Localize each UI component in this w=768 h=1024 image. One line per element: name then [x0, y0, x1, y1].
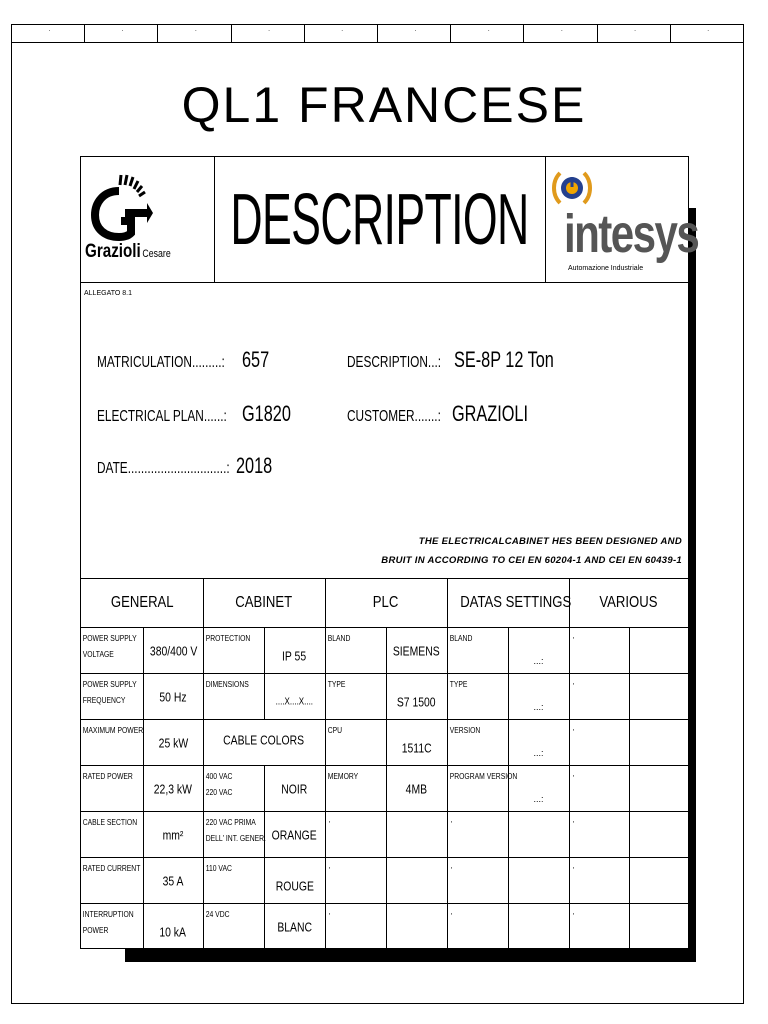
various-cell — [629, 628, 688, 674]
general-label: MAXIMUM POWER — [81, 720, 143, 766]
plc-label: , — [325, 904, 386, 950]
plc-label: TYPE — [325, 674, 386, 720]
attachment-ref: ALLEGATO 8.1 — [84, 290, 132, 297]
general-value: 10 kA — [143, 904, 203, 950]
plc-value: S7 1500 — [386, 674, 447, 720]
datas-value: ...: — [508, 720, 569, 766]
datas-label: VERSION — [447, 720, 508, 766]
intesys-logo — [545, 157, 699, 282]
cable-colors-heading: CABLE COLORS — [203, 720, 325, 766]
various-cell: , — [569, 628, 629, 674]
plc-value: 1511C — [386, 720, 447, 766]
datas-label: , — [447, 812, 508, 858]
cabinet-label: 220 VAC PRIMA DELL' INT. GENER. — [203, 812, 264, 858]
doc-title: DESCRIPTION — [230, 179, 529, 260]
cabinet-label: DIMENSIONS — [203, 674, 264, 720]
plc-label: , — [325, 812, 386, 858]
cabinet-value: IP 55 — [264, 628, 325, 674]
datas-value: ...: — [508, 766, 569, 812]
plc-label: MEMORY — [325, 766, 386, 812]
cabinet-value: ROUGE — [264, 858, 325, 904]
cabinet-value: ORANGE — [264, 812, 325, 858]
cabinet-label: 110 VAC — [203, 858, 264, 904]
plc-value — [386, 812, 447, 858]
datas-label: PROGRAM VERSION — [447, 766, 508, 812]
cabinet-label: 24 VDC — [203, 904, 264, 950]
general-label: CABLE SECTION — [81, 812, 143, 858]
header-cabinet: CABINET — [203, 579, 325, 628]
table-row — [81, 766, 688, 812]
table-row — [81, 628, 688, 674]
datas-label: TYPE — [447, 674, 508, 720]
table-row — [81, 720, 688, 766]
various-cell: , — [569, 812, 629, 858]
general-label: RATED CURRENT — [81, 858, 143, 904]
cabinet-label: PROTECTION — [203, 628, 264, 674]
intesys-tagline: Automazione Industriale — [568, 265, 644, 272]
datas-label: , — [447, 904, 508, 950]
header-various: VARIOUS — [569, 579, 688, 628]
grazioli-wordmark: Grazioli Cesare — [85, 241, 171, 262]
various-cell — [629, 858, 688, 904]
table-row — [81, 904, 688, 950]
cabinet-value: BLANC — [264, 904, 325, 950]
datas-value: ...: — [508, 674, 569, 720]
various-cell: , — [569, 766, 629, 812]
various-cell: , — [569, 720, 629, 766]
specs-grid — [81, 578, 688, 949]
datas-value: ...: — [508, 628, 569, 674]
plc-value: 4MB — [386, 766, 447, 812]
intesys-wordmark: intesys — [564, 204, 699, 264]
plc-value — [386, 904, 447, 950]
various-cell — [629, 812, 688, 858]
general-label: POWER SUPPLY FREQUENCY — [81, 674, 143, 720]
header-datas-settings: DATAS SETTINGS — [447, 579, 569, 628]
electrical-plan-field: ELECTRICAL PLAN......: G1820 — [97, 401, 292, 426]
cabinet-value: ....X....X.... — [264, 674, 325, 720]
matriculation-field: MATRICULATION.........: 657 — [97, 347, 269, 372]
general-value: 25 kW — [143, 720, 203, 766]
general-label: POWER SUPPLY VOLTAGE — [81, 628, 143, 674]
top-ruler — [12, 25, 743, 43]
datas-label: BLAND — [447, 628, 508, 674]
plc-label: CPU — [325, 720, 386, 766]
general-value: 35 A — [143, 858, 203, 904]
general-label: RATED POWER — [81, 766, 143, 812]
date-field: DATE..............................: 2018 — [97, 453, 273, 478]
datas-value — [508, 858, 569, 904]
cabinet-label: 400 VAC 220 VAC — [203, 766, 264, 812]
cabinet-value: NOIR — [264, 766, 325, 812]
description-sheet — [80, 156, 699, 949]
general-label: INTERRUPTION POWER — [81, 904, 143, 950]
datas-value — [508, 812, 569, 858]
various-cell — [629, 904, 688, 950]
header-plc: PLC — [325, 579, 447, 628]
grazioli-logo — [81, 157, 215, 282]
customer-field: CUSTOMER.......: GRAZIOLI — [347, 401, 528, 426]
grazioli-g-icon — [85, 173, 155, 241]
compliance-note-line1: THE ELECTRICALCABINET HES BEEN DESIGNED AND — [418, 536, 682, 547]
page-title: QL1 FRANCESE — [181, 77, 587, 133]
various-cell: , — [569, 674, 629, 720]
plc-label: , — [325, 858, 386, 904]
table-row — [81, 858, 688, 904]
table-row — [81, 674, 688, 720]
general-value: mm² — [143, 812, 203, 858]
plc-value — [386, 858, 447, 904]
various-cell: , — [569, 858, 629, 904]
table-row — [81, 812, 688, 858]
various-cell — [629, 720, 688, 766]
various-cell — [629, 674, 688, 720]
datas-label: , — [447, 858, 508, 904]
description-field: DESCRIPTION...: SE-8P 12 Ton — [347, 347, 555, 372]
sheet-header — [81, 157, 699, 283]
datas-value — [508, 904, 569, 950]
compliance-note-line2: BRUIT IN ACCORDING TO CEI EN 60204-1 AND CEI EN 60439-1 — [381, 555, 682, 566]
various-cell — [629, 766, 688, 812]
header-general: GENERAL — [81, 579, 203, 628]
plc-label: BLAND — [325, 628, 386, 674]
various-cell: , — [569, 904, 629, 950]
general-value: 50 Hz — [143, 674, 203, 720]
general-value: 22,3 kW — [143, 766, 203, 812]
general-value: 380/400 V — [143, 628, 203, 674]
plc-value: SIEMENS — [386, 628, 447, 674]
